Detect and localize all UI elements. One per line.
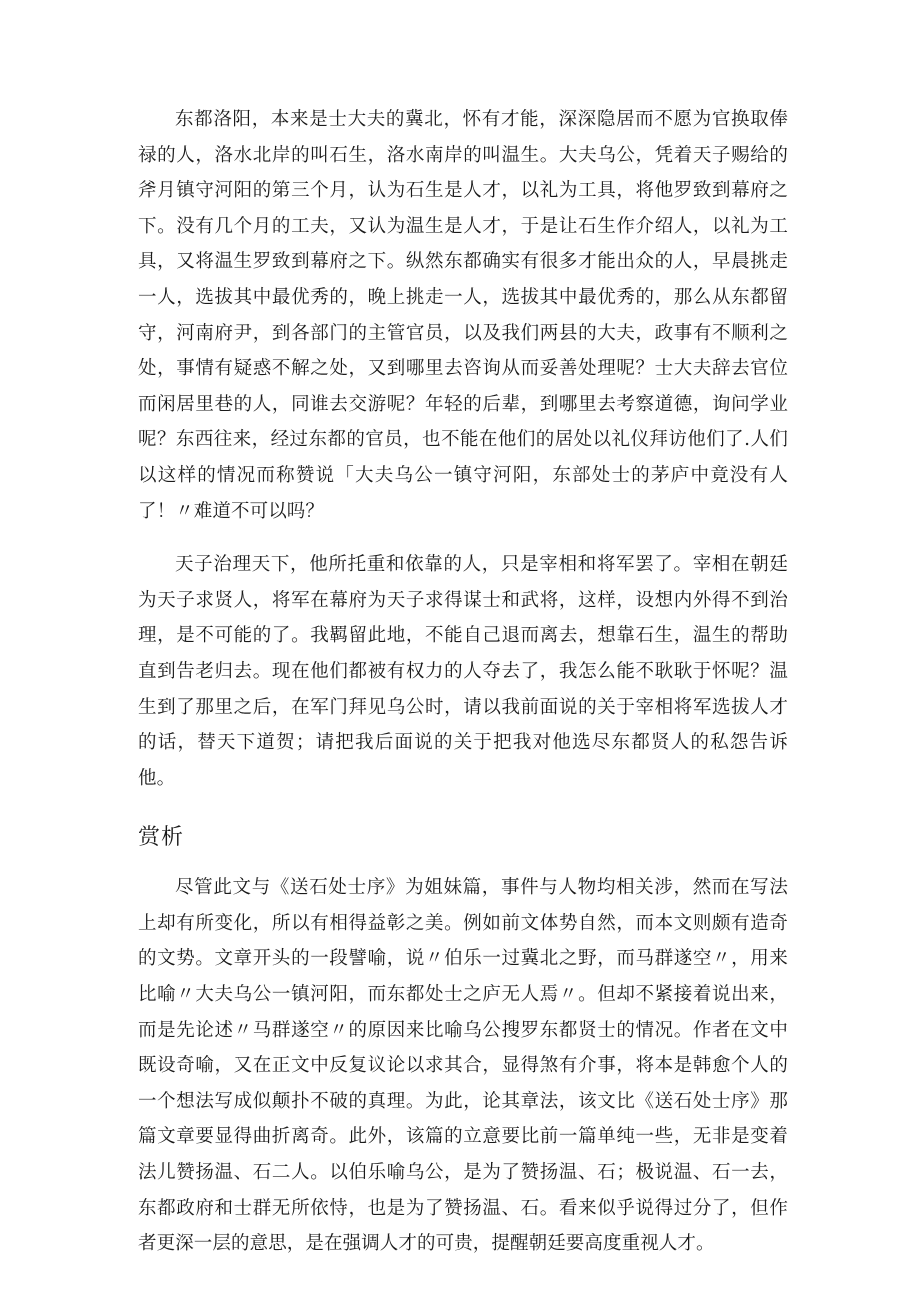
section-heading-appreciation: 赏析 <box>138 825 185 851</box>
document-page <box>138 102 788 1262</box>
analysis-paragraph: 尽管此文与《送石处士序》为姐妹篇，事件与人物均相关涉，然而在写法上却有所变化，所以有相得益彰之美。例如前文体势自然，而本文则颇有造奇的文势。文章开头的一段譬喻，说〃伯乐一过冀北之野，而马群遂空〃，用来比喻〃大夫乌公一镇河阳，而东都处士之庐无人焉〃。但却不紧接着说出来，而是先论述〃马群遂空〃的原因来比喻乌公搜罗东都贤士的情况。作者在文中既设奇喻，又在正文中反复议论以求其合，显得煞有介事，将本是韩愈个人的一个想法写成似颠扑不破的真理。为此，论其章法，该文比《送石处士序》那篇文章要显得曲折离奇。此外，该篇的立意要比前一篇单纯一些，无非是变着法儿赞扬温、石二人。以伯乐喻乌公，是为了赞扬温、石；极说温、石一去，东都政府和士群无所依恃，也是为了赞扬温、石。看来似乎说得过分了，但作者更深一层的意思，是在强调人才的可贵，提醒朝廷要高度重视人才。 <box>138 877 788 1255</box>
body-paragraph-2: 天子治理天下，他所托重和依靠的人，只是宰相和将军罢了。宰相在朝廷为天子求贤人，将军在幕府为天子求得谋士和武将，这样，设想内外得不到治理，是不可能的了。我羁留此地，不能自己退而离去，想靠石生，温生的帮助直到告老归去。现在他们都被有权力的人夺去了，我怎么能不耿耿于怀呢？温生到了那里之后，在军门拜见乌公时，请以我前面说的关于宰相将军选拔人才的话，替天下道贺；请把我后面说的关于把我对他选尽东都贤人的私怨告诉他。 <box>138 554 788 789</box>
body-paragraph-1: 东都洛阳，本来是士大夫的冀北，怀有才能，深深隐居而不愿为官换取俸禄的人，洛水北岸的叫石生，洛水南岸的叫温生。大夫乌公，凭着天子赐给的斧月镇守河阳的第三个月，认为石生是人才，以礼为工具，将他罗致到幕府之下。没有几个月的工夫，又认为温生是人才，于是让石生作介绍人，以礼为工具，又将温生罗致到幕府之下。纵然东都确实有很多才能出众的人，早晨挑走一人，选拔其中最优秀的，晚上挑走一人，选拔其中最优秀的，那么从东都留守，河南府尹，到各部门的主管官员，以及我们两县的大夫，政事有不顺利之处，事情有疑惑不解之处，又到哪里去咨询从而妥善处理呢？士大夫辞去官位而闲居里巷的人，同谁去交游呢？年轻的后辈，到哪里去考察道德，询问学业呢？东西往来，经过东都的官员，也不能在他们的居处以礼仪拜访他们了.人们以这样的情况而称赞说「大夫乌公一镇守河阳，东部处士的茅庐中竟没有人了！〃难道不可以吗？ <box>138 109 788 522</box>
